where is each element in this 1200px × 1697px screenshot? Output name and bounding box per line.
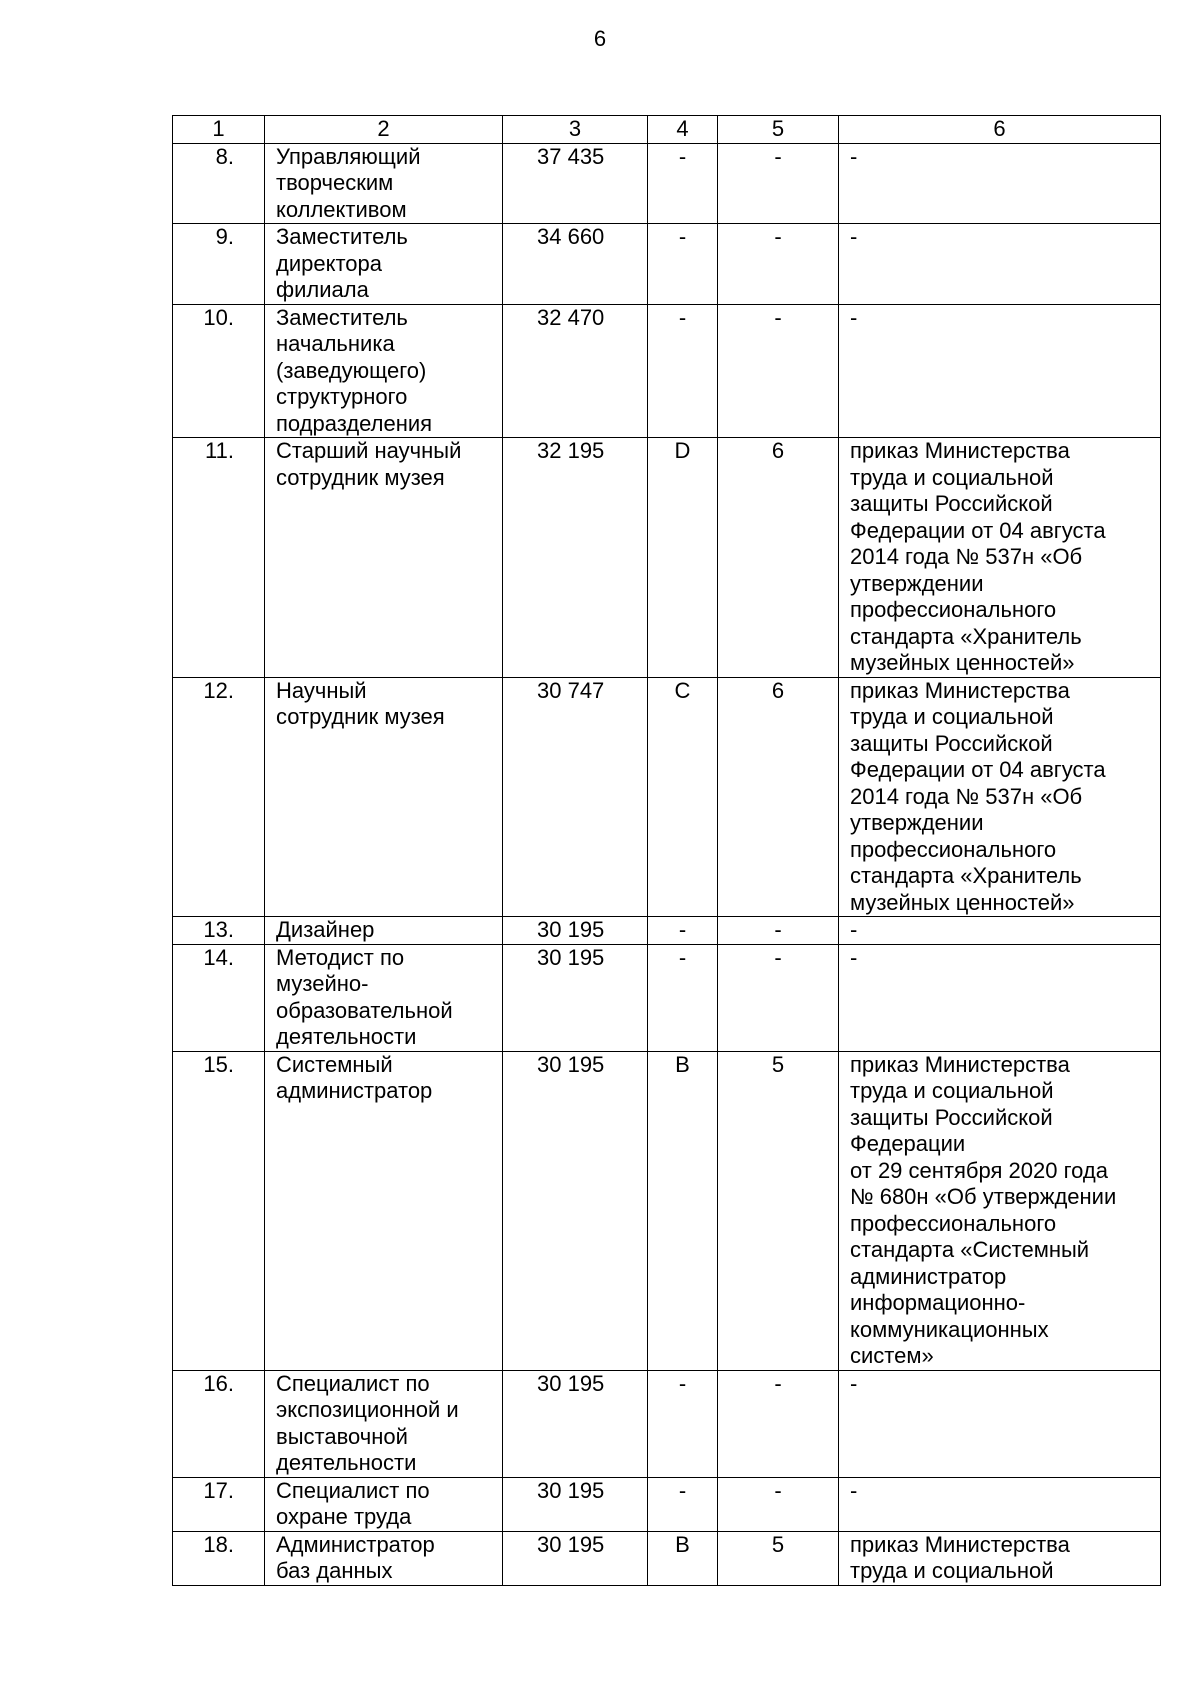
standard-cell: - — [839, 143, 1161, 224]
standard-cell: - — [839, 224, 1161, 305]
position-cell: Старший научный сотрудник музея — [265, 438, 503, 678]
position-cell: Специалист по охране труда — [265, 1477, 503, 1531]
table-header-row — [173, 116, 1161, 144]
position-cell: Управляющий творческим коллективом — [265, 143, 503, 224]
level-cell: C — [648, 677, 718, 917]
table-row — [173, 917, 1161, 945]
table-row — [173, 304, 1161, 438]
salary-cell: 30 195 — [503, 1051, 648, 1370]
standard-cell: приказ Министерства труда и социальной защиты Российской Федерации от 29 сентября 2020 года № 680н «Об утверждении профессионального стандарта «Системный администратор информационно- коммуникационных систем» — [839, 1051, 1161, 1370]
header-cell-5: 5 — [718, 116, 839, 144]
salary-cell: 32 195 — [503, 438, 648, 678]
row-number-cell: 12. — [173, 677, 265, 917]
header-cell-3: 3 — [503, 116, 648, 144]
table-row — [173, 1531, 1161, 1585]
qualification-cell: - — [718, 944, 839, 1051]
table-row — [173, 677, 1161, 917]
header-cell-4: 4 — [648, 116, 718, 144]
level-cell: - — [648, 143, 718, 224]
standard-cell: приказ Министерства труда и социальной — [839, 1531, 1161, 1585]
standard-cell: - — [839, 1370, 1161, 1477]
position-cell: Методист по музейно- образовательной деятельности — [265, 944, 503, 1051]
position-cell: Дизайнер — [265, 917, 503, 945]
qualification-cell: - — [718, 143, 839, 224]
table-row — [173, 143, 1161, 224]
level-cell: - — [648, 1477, 718, 1531]
table-row — [173, 1051, 1161, 1370]
qualification-cell: - — [718, 1370, 839, 1477]
row-number-cell: 17. — [173, 1477, 265, 1531]
qualification-cell: - — [718, 917, 839, 945]
salary-cell: 32 470 — [503, 304, 648, 438]
row-number-cell: 14. — [173, 944, 265, 1051]
qualification-cell: 6 — [718, 438, 839, 678]
level-cell: B — [648, 1531, 718, 1585]
level-cell: - — [648, 917, 718, 945]
standard-cell: - — [839, 944, 1161, 1051]
header-cell-1: 1 — [173, 116, 265, 144]
table-row — [173, 1370, 1161, 1477]
level-cell: - — [648, 304, 718, 438]
table-row — [173, 224, 1161, 305]
row-number-cell: 9. — [173, 224, 265, 305]
row-number-cell: 18. — [173, 1531, 265, 1585]
standard-cell: - — [839, 1477, 1161, 1531]
qualification-cell: 6 — [718, 677, 839, 917]
qualification-cell: - — [718, 304, 839, 438]
row-number-cell: 10. — [173, 304, 265, 438]
row-number-cell: 16. — [173, 1370, 265, 1477]
row-number-cell: 13. — [173, 917, 265, 945]
position-cell: Заместитель директора филиала — [265, 224, 503, 305]
standard-cell: - — [839, 304, 1161, 438]
salary-cell: 30 195 — [503, 1370, 648, 1477]
qualification-cell: - — [718, 224, 839, 305]
salary-cell: 30 195 — [503, 1477, 648, 1531]
standard-cell: - — [839, 917, 1161, 945]
page-number: 6 — [593, 26, 607, 51]
table-row — [173, 438, 1161, 678]
level-cell: - — [648, 224, 718, 305]
row-number-cell: 8. — [173, 143, 265, 224]
salary-cell: 30 747 — [503, 677, 648, 917]
header-cell-2: 2 — [265, 116, 503, 144]
positions-table — [172, 115, 1161, 1586]
salary-cell: 37 435 — [503, 143, 648, 224]
header-cell-6: 6 — [839, 116, 1161, 144]
table-row — [173, 944, 1161, 1051]
level-cell: D — [648, 438, 718, 678]
row-number-cell: 11. — [173, 438, 265, 678]
qualification-cell: - — [718, 1477, 839, 1531]
qualification-cell: 5 — [718, 1531, 839, 1585]
position-cell: Научный сотрудник музея — [265, 677, 503, 917]
salary-cell: 30 195 — [503, 1531, 648, 1585]
standard-cell: приказ Министерства труда и социальной защиты Российской Федерации от 04 августа 2014 года № 537н «Об утверждении профессионального стандарта «Хранитель музейных ценностей» — [839, 677, 1161, 917]
standard-cell: приказ Министерства труда и социальной защиты Российской Федерации от 04 августа 2014 года № 537н «Об утверждении профессионального стандарта «Хранитель музейных ценностей» — [839, 438, 1161, 678]
level-cell: - — [648, 944, 718, 1051]
qualification-cell: 5 — [718, 1051, 839, 1370]
salary-cell: 30 195 — [503, 944, 648, 1051]
row-number-cell: 15. — [173, 1051, 265, 1370]
position-cell: Системный администратор — [265, 1051, 503, 1370]
level-cell: - — [648, 1370, 718, 1477]
level-cell: B — [648, 1051, 718, 1370]
position-cell: Специалист по экспозиционной и выставочной деятельности — [265, 1370, 503, 1477]
table-row — [173, 1477, 1161, 1531]
salary-cell: 34 660 — [503, 224, 648, 305]
salary-cell: 30 195 — [503, 917, 648, 945]
position-cell: Заместитель начальника (заведующего) структурного подразделения — [265, 304, 503, 438]
position-cell: Администратор баз данных — [265, 1531, 503, 1585]
